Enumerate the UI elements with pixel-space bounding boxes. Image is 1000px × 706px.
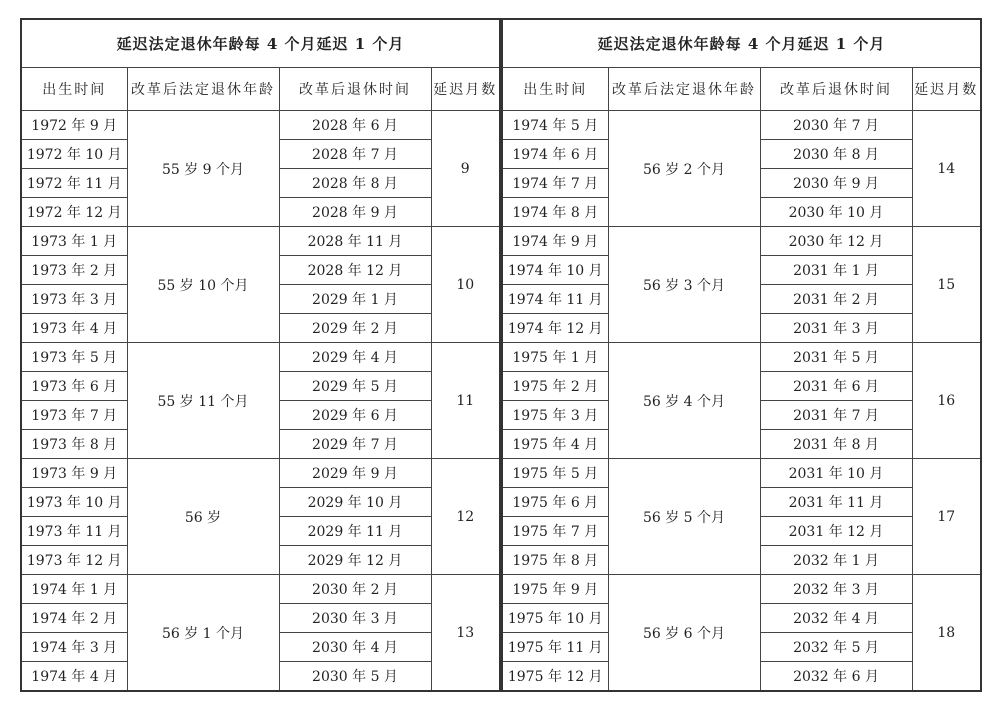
birth-cell: 1974 年 8 月 bbox=[502, 198, 608, 227]
retire-time-cell: 2029 年 5 月 bbox=[279, 372, 431, 401]
table-row bbox=[502, 227, 981, 256]
retire-time-cell: 2028 年 12 月 bbox=[279, 256, 431, 285]
retire-age-cell: 56 岁 5 个月 bbox=[608, 459, 760, 575]
retire-time-cell: 2028 年 6 月 bbox=[279, 111, 431, 140]
retire-time-cell: 2032 年 5 月 bbox=[760, 633, 912, 662]
table-row bbox=[502, 111, 981, 140]
table-row bbox=[21, 227, 500, 256]
retire-time-cell: 2029 年 4 月 bbox=[279, 343, 431, 372]
birth-cell: 1973 年 12 月 bbox=[21, 546, 127, 575]
retire-age-cell: 56 岁 4 个月 bbox=[608, 343, 760, 459]
retire-time-cell: 2030 年 7 月 bbox=[760, 111, 912, 140]
header-age: 改革后法定退休年龄 bbox=[127, 68, 279, 111]
table-title: 延迟法定退休年龄每 4 个月延迟 1 个月 bbox=[502, 19, 981, 68]
birth-cell: 1975 年 11 月 bbox=[502, 633, 608, 662]
retire-time-cell: 2028 年 8 月 bbox=[279, 169, 431, 198]
retirement-table-right bbox=[501, 18, 982, 692]
header-delay: 延迟月数 bbox=[431, 68, 500, 111]
birth-cell: 1974 年 1 月 bbox=[21, 575, 127, 604]
table-row bbox=[502, 343, 981, 372]
delay-months-cell: 18 bbox=[912, 575, 981, 692]
birth-cell: 1973 年 9 月 bbox=[21, 459, 127, 488]
retire-time-cell: 2028 年 11 月 bbox=[279, 227, 431, 256]
retire-time-cell: 2030 年 8 月 bbox=[760, 140, 912, 169]
retire-time-cell: 2031 年 10 月 bbox=[760, 459, 912, 488]
retire-time-cell: 2029 年 6 月 bbox=[279, 401, 431, 430]
retire-time-cell: 2031 年 2 月 bbox=[760, 285, 912, 314]
table-row bbox=[502, 575, 981, 604]
birth-cell: 1973 年 4 月 bbox=[21, 314, 127, 343]
retire-age-cell: 56 岁 6 个月 bbox=[608, 575, 760, 692]
retire-time-cell: 2029 年 12 月 bbox=[279, 546, 431, 575]
retire-age-cell: 55 岁 10 个月 bbox=[127, 227, 279, 343]
delay-months-cell: 14 bbox=[912, 111, 981, 227]
birth-cell: 1973 年 8 月 bbox=[21, 430, 127, 459]
retire-age-cell: 56 岁 1 个月 bbox=[127, 575, 279, 692]
delay-months-cell: 15 bbox=[912, 227, 981, 343]
retire-time-cell: 2031 年 5 月 bbox=[760, 343, 912, 372]
birth-cell: 1974 年 5 月 bbox=[502, 111, 608, 140]
birth-cell: 1973 年 3 月 bbox=[21, 285, 127, 314]
birth-cell: 1974 年 2 月 bbox=[21, 604, 127, 633]
retire-time-cell: 2031 年 3 月 bbox=[760, 314, 912, 343]
birth-cell: 1975 年 5 月 bbox=[502, 459, 608, 488]
header-retire: 改革后退休时间 bbox=[279, 68, 431, 111]
delay-months-cell: 12 bbox=[431, 459, 500, 575]
retire-time-cell: 2031 年 11 月 bbox=[760, 488, 912, 517]
table-header-row bbox=[502, 68, 981, 111]
header-birth: 出生时间 bbox=[502, 68, 608, 111]
retire-time-cell: 2030 年 4 月 bbox=[279, 633, 431, 662]
birth-cell: 1974 年 6 月 bbox=[502, 140, 608, 169]
delay-months-cell: 10 bbox=[431, 227, 500, 343]
retire-time-cell: 2030 年 9 月 bbox=[760, 169, 912, 198]
birth-cell: 1973 年 6 月 bbox=[21, 372, 127, 401]
birth-cell: 1974 年 12 月 bbox=[502, 314, 608, 343]
birth-cell: 1972 年 12 月 bbox=[21, 198, 127, 227]
header-retire: 改革后退休时间 bbox=[760, 68, 912, 111]
birth-cell: 1975 年 12 月 bbox=[502, 662, 608, 692]
birth-cell: 1975 年 1 月 bbox=[502, 343, 608, 372]
birth-cell: 1975 年 6 月 bbox=[502, 488, 608, 517]
retirement-table-left bbox=[20, 18, 501, 692]
birth-cell: 1973 年 7 月 bbox=[21, 401, 127, 430]
retire-age-cell: 55 岁 11 个月 bbox=[127, 343, 279, 459]
birth-cell: 1975 年 2 月 bbox=[502, 372, 608, 401]
retire-time-cell: 2029 年 11 月 bbox=[279, 517, 431, 546]
table-title: 延迟法定退休年龄每 4 个月延迟 1 个月 bbox=[21, 19, 500, 68]
retire-time-cell: 2029 年 1 月 bbox=[279, 285, 431, 314]
table-row bbox=[21, 459, 500, 488]
delay-months-cell: 13 bbox=[431, 575, 500, 692]
retire-time-cell: 2032 年 1 月 bbox=[760, 546, 912, 575]
retire-time-cell: 2030 年 5 月 bbox=[279, 662, 431, 692]
birth-cell: 1974 年 11 月 bbox=[502, 285, 608, 314]
retire-time-cell: 2031 年 8 月 bbox=[760, 430, 912, 459]
retire-time-cell: 2029 年 7 月 bbox=[279, 430, 431, 459]
table-row bbox=[21, 575, 500, 604]
birth-cell: 1975 年 10 月 bbox=[502, 604, 608, 633]
delay-months-cell: 11 bbox=[431, 343, 500, 459]
birth-cell: 1973 年 2 月 bbox=[21, 256, 127, 285]
birth-cell: 1974 年 3 月 bbox=[21, 633, 127, 662]
birth-cell: 1974 年 4 月 bbox=[21, 662, 127, 692]
birth-cell: 1974 年 10 月 bbox=[502, 256, 608, 285]
birth-cell: 1972 年 9 月 bbox=[21, 111, 127, 140]
retire-time-cell: 2031 年 12 月 bbox=[760, 517, 912, 546]
retire-time-cell: 2029 年 9 月 bbox=[279, 459, 431, 488]
header-birth: 出生时间 bbox=[21, 68, 127, 111]
table-title-row bbox=[21, 19, 500, 68]
delay-months-cell: 9 bbox=[431, 111, 500, 227]
birth-cell: 1975 年 9 月 bbox=[502, 575, 608, 604]
retire-time-cell: 2028 年 9 月 bbox=[279, 198, 431, 227]
delay-months-cell: 17 bbox=[912, 459, 981, 575]
birth-cell: 1975 年 8 月 bbox=[502, 546, 608, 575]
retire-age-cell: 56 岁 2 个月 bbox=[608, 111, 760, 227]
retire-age-cell: 56 岁 3 个月 bbox=[608, 227, 760, 343]
birth-cell: 1974 年 7 月 bbox=[502, 169, 608, 198]
retire-time-cell: 2029 年 10 月 bbox=[279, 488, 431, 517]
retire-time-cell: 2031 年 1 月 bbox=[760, 256, 912, 285]
retire-time-cell: 2030 年 10 月 bbox=[760, 198, 912, 227]
delay-months-cell: 16 bbox=[912, 343, 981, 459]
retirement-tables bbox=[20, 18, 982, 692]
retire-time-cell: 2028 年 7 月 bbox=[279, 140, 431, 169]
retire-time-cell: 2030 年 12 月 bbox=[760, 227, 912, 256]
header-delay: 延迟月数 bbox=[912, 68, 981, 111]
table-title-row bbox=[502, 19, 981, 68]
retire-time-cell: 2032 年 4 月 bbox=[760, 604, 912, 633]
retire-age-cell: 56 岁 bbox=[127, 459, 279, 575]
retire-time-cell: 2030 年 3 月 bbox=[279, 604, 431, 633]
table-row bbox=[21, 111, 500, 140]
birth-cell: 1972 年 10 月 bbox=[21, 140, 127, 169]
table-row bbox=[21, 343, 500, 372]
birth-cell: 1975 年 7 月 bbox=[502, 517, 608, 546]
retire-time-cell: 2032 年 3 月 bbox=[760, 575, 912, 604]
retire-age-cell: 55 岁 9 个月 bbox=[127, 111, 279, 227]
header-age: 改革后法定退休年龄 bbox=[608, 68, 760, 111]
table-row bbox=[502, 459, 981, 488]
retire-time-cell: 2030 年 2 月 bbox=[279, 575, 431, 604]
birth-cell: 1972 年 11 月 bbox=[21, 169, 127, 198]
birth-cell: 1973 年 10 月 bbox=[21, 488, 127, 517]
birth-cell: 1975 年 3 月 bbox=[502, 401, 608, 430]
retire-time-cell: 2031 年 6 月 bbox=[760, 372, 912, 401]
birth-cell: 1973 年 1 月 bbox=[21, 227, 127, 256]
retire-time-cell: 2032 年 6 月 bbox=[760, 662, 912, 692]
retire-time-cell: 2031 年 7 月 bbox=[760, 401, 912, 430]
table-header-row bbox=[21, 68, 500, 111]
birth-cell: 1975 年 4 月 bbox=[502, 430, 608, 459]
birth-cell: 1974 年 9 月 bbox=[502, 227, 608, 256]
birth-cell: 1973 年 5 月 bbox=[21, 343, 127, 372]
birth-cell: 1973 年 11 月 bbox=[21, 517, 127, 546]
retire-time-cell: 2029 年 2 月 bbox=[279, 314, 431, 343]
